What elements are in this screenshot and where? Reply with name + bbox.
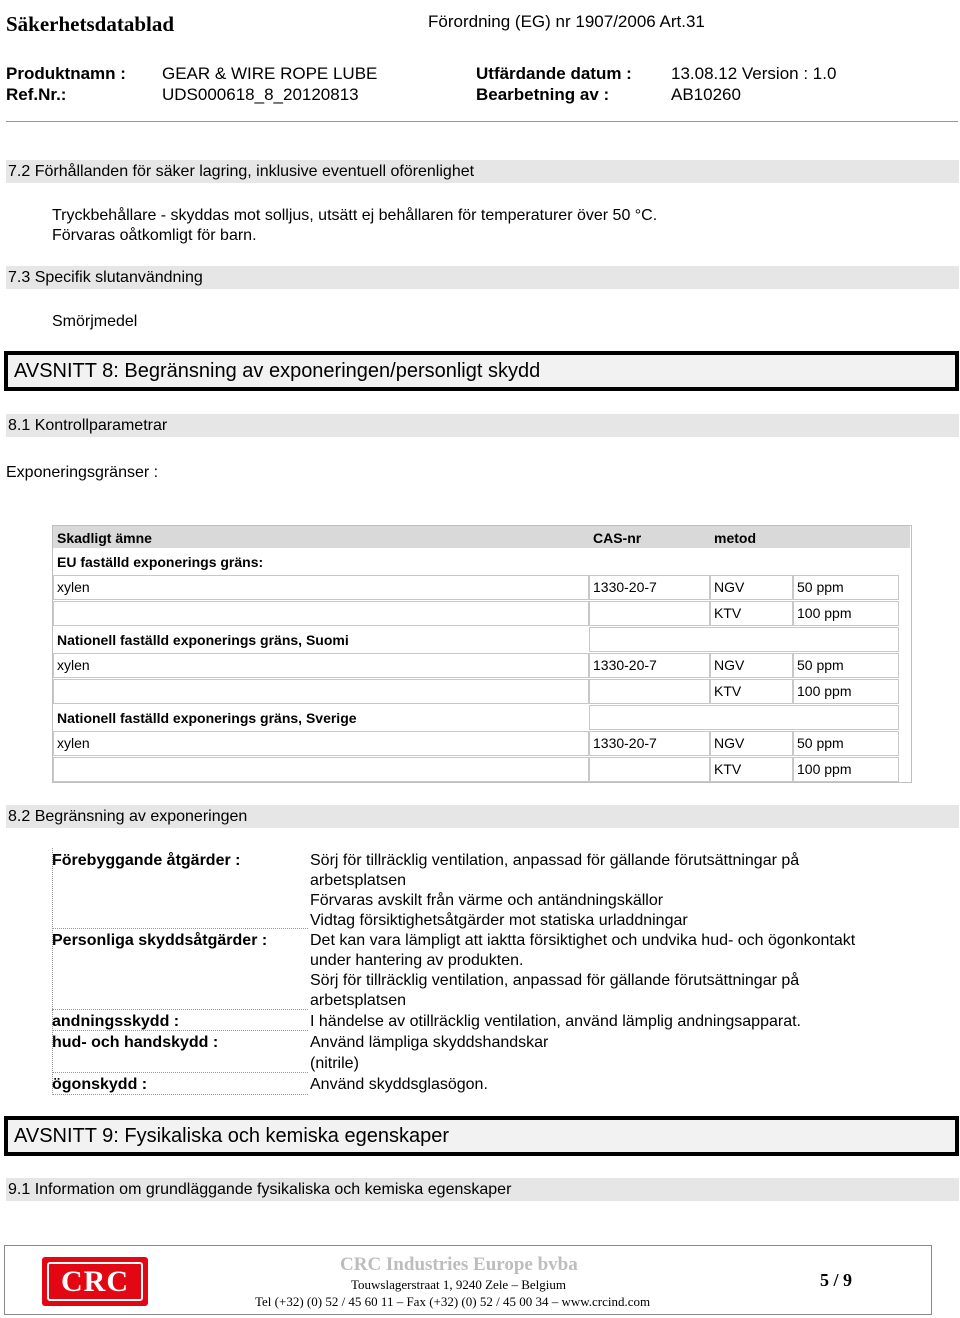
limit-group-title: EU faställd exponerings gräns: (53, 549, 589, 574)
table-cell-method: KTV (710, 679, 793, 704)
table-cell-empty (53, 757, 589, 782)
eye-protection-text: Använd skyddsglasögon. (310, 1076, 488, 1093)
table-cell-value: 100 ppm (793, 757, 899, 782)
table-cell-method: NGV (710, 575, 793, 600)
crc-logo-text: CRC (47, 1262, 143, 1301)
row-divider (52, 1094, 308, 1095)
ref-number-label: Ref.Nr.: (6, 85, 67, 104)
storage-text-line-1: Tryckbehållare - skyddas mot solljus, utsätt ej behållaren för temperaturer över 50 °C. (52, 207, 658, 224)
edited-by-value: AB10260 (671, 85, 741, 104)
column-header-method: metod (710, 526, 910, 548)
table-cell-substance: xylen (53, 575, 589, 600)
row-divider (52, 1030, 308, 1031)
section-9-heading: AVSNITT 9: Fysikaliska och kemiska egenskaper (4, 1116, 959, 1156)
table-cell-substance: xylen (53, 731, 589, 756)
column-header-cas: CAS-nr (589, 526, 710, 548)
section-7-3-heading: 7.3 Specifik slutanvändning (6, 266, 959, 289)
section-7-2-heading: 7.2 Förhållanden för säker lagring, inklusive eventuell oförenlighet (6, 160, 959, 183)
company-address: Touwslagerstraat 1, 9240 Zele – Belgium (351, 1277, 566, 1292)
table-cell-method: KTV (710, 601, 793, 626)
issue-date-value: 13.08.12 Version : 1.0 (671, 64, 837, 83)
table-cell-method: NGV (710, 653, 793, 678)
row-divider (52, 1009, 308, 1010)
table-cell-empty (589, 705, 899, 730)
table-cell-cas: 1330-20-7 (589, 653, 710, 678)
hand-protection-label: hud- och handskydd : (52, 1034, 219, 1051)
table-cell-empty (53, 679, 589, 704)
company-name: CRC Industries Europe bvba (340, 1254, 578, 1275)
row-divider (52, 1072, 308, 1073)
section-8-heading: AVSNITT 8: Begränsning av exponeringen/personligt skydd (4, 351, 959, 391)
table-cell-value: 50 ppm (793, 653, 899, 678)
hand-line-2: (nitrile) (310, 1055, 359, 1072)
product-name-label: Produktnamn : (6, 64, 126, 83)
personal-line-3: Sörj för tillräcklig ventilation, anpassad för gällande förutsättningar på (310, 972, 800, 989)
page-number: 5 / 9 (820, 1270, 853, 1290)
regulation-reference: Förordning (EG) nr 1907/2006 Art.31 (428, 12, 705, 31)
table-cell-value: 50 ppm (793, 575, 899, 600)
personal-line-2: under hantering av produkten. (310, 952, 524, 969)
personal-line-1: Det kan vara lämpligt att iaktta försiktighet och undvika hud- och ögonkontakt (310, 932, 856, 949)
edited-by-label: Bearbetning av : (476, 85, 610, 104)
personal-protection-label: Personliga skyddsåtgärder : (52, 932, 268, 949)
preventive-line-4: Vidtag försiktighetsåtgärder mot statiska urladdningar (310, 912, 688, 929)
table-cell-method: NGV (710, 731, 793, 756)
table-cell-empty (589, 627, 899, 652)
preventive-line-1: Sörj för tillräcklig ventilation, anpassad för gällande förutsättningar på (310, 852, 800, 869)
document-title: Säkerhetsdatablad (6, 12, 175, 36)
column-header-substance: Skadligt ämne (53, 526, 589, 548)
header-divider (6, 121, 958, 122)
eye-protection-label: ögonskydd : (52, 1076, 148, 1093)
company-contact: Tel (+32) (0) 52 / 45 60 11 – Fax (+32) (0) 52 / 45 00 34 – www.crcind.com (255, 1294, 651, 1309)
product-name-value: GEAR & WIRE ROPE LUBE (162, 64, 378, 83)
issue-date-label: Utfärdande datum : (476, 64, 632, 83)
section-8-1-heading: 8.1 Kontrollparametrar (6, 414, 959, 437)
ref-number-value: UDS000618_8_20120813 (162, 85, 359, 104)
preventive-measures-label: Förebyggande åtgärder : (52, 852, 241, 869)
table-cell-empty (53, 601, 589, 626)
controls-table-border (52, 848, 53, 1095)
end-use-text: Smörjmedel (52, 313, 138, 330)
table-cell-method: KTV (710, 757, 793, 782)
table-cell-cas: 1330-20-7 (589, 575, 710, 600)
table-cell-substance: xylen (53, 653, 589, 678)
storage-text-line-2: Förvaras oåtkomligt för barn. (52, 227, 257, 244)
table-cell-value: 50 ppm (793, 731, 899, 756)
table-cell-empty (589, 679, 710, 704)
section-9-1-heading: 9.1 Information om grundläggande fysikaliska och kemiska egenskaper (6, 1178, 959, 1201)
respiratory-protection-label: andningsskydd : (52, 1013, 180, 1030)
section-8-2-heading: 8.2 Begränsning av exponeringen (6, 805, 959, 828)
table-cell-value: 100 ppm (793, 679, 899, 704)
personal-line-4: arbetsplatsen (310, 992, 407, 1009)
crc-logo (42, 1257, 148, 1306)
respiratory-text: I händelse av otillräcklig ventilation, använd lämplig andningsapparat. (310, 1013, 801, 1030)
row-divider (52, 928, 308, 929)
table-cell-empty (589, 757, 710, 782)
table-cell-value: 100 ppm (793, 601, 899, 626)
preventive-line-2: arbetsplatsen (310, 872, 407, 889)
exposure-limits-label: Exponeringsgränser : (6, 464, 159, 481)
table-cell-cas: 1330-20-7 (589, 731, 710, 756)
table-cell-empty (589, 601, 710, 626)
limit-group-title: Nationell faställd exponerings gräns, Sverige (53, 705, 589, 730)
preventive-line-3: Förvaras avskilt från värme och antändningskällor (310, 892, 664, 909)
hand-line-1: Använd lämpliga skyddshandskar (310, 1034, 549, 1051)
limit-group-title: Nationell faställd exponerings gräns, Suomi (53, 627, 589, 652)
